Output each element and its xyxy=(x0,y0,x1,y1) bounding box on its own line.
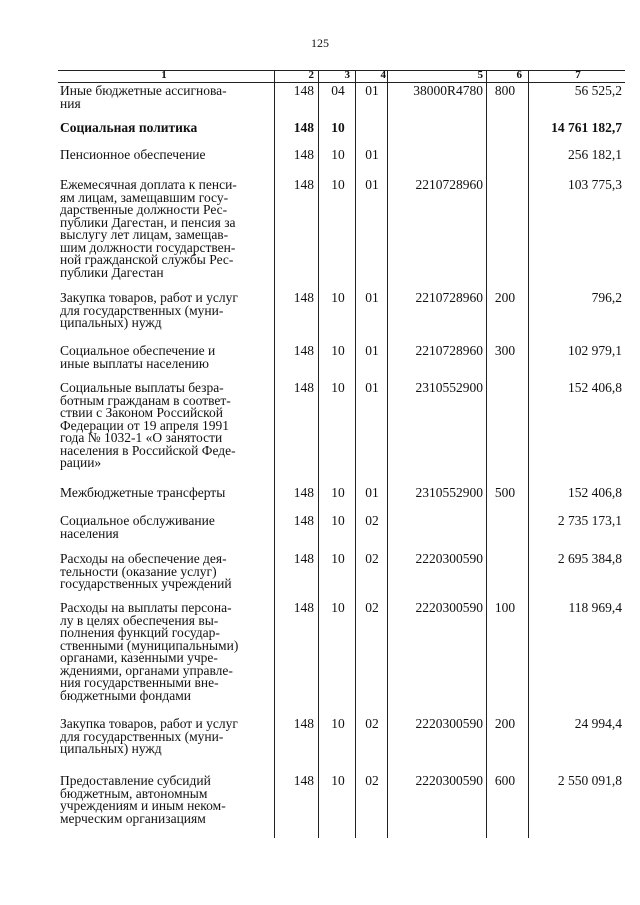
row-12-c5: 2220300590 xyxy=(415,716,483,731)
row-4-c4: 01 xyxy=(365,177,379,192)
row-9-c7: 2 735 173,1 xyxy=(557,513,622,528)
row-5-c7: 796,2 xyxy=(591,290,622,305)
header-col-2: 2 xyxy=(308,69,314,81)
row-10-c3: 10 xyxy=(331,551,345,566)
row-8-c7: 152 406,8 xyxy=(568,485,622,500)
page-number: 125 xyxy=(311,36,329,50)
row-13-c5: 2220300590 xyxy=(415,773,483,788)
row-10-c7: 2 695 384,8 xyxy=(557,551,622,566)
row-12-name: Закупка товаров, работ и услуг для государственных (муни- ципальных) нужд xyxy=(60,716,238,756)
row-12-c2: 148 xyxy=(293,716,314,731)
row-5-c2: 148 xyxy=(293,290,314,305)
row-8-c2: 148 xyxy=(293,485,314,500)
row-8-c3: 10 xyxy=(331,485,345,500)
row-11-c5: 2220300590 xyxy=(415,600,483,615)
row-4-c3: 10 xyxy=(331,177,345,192)
row-11-c7: 118 969,4 xyxy=(568,600,622,615)
row-2-c7: 14 761 182,7 xyxy=(551,120,622,135)
row-8-name: Межбюджетные трансферты xyxy=(60,485,226,500)
row-6-c3: 10 xyxy=(331,343,345,358)
column-divider xyxy=(486,70,487,838)
row-1-name: Иные бюджетные ассигнова- ния xyxy=(60,83,227,111)
row-7-name: Социальные выплаты безра- ботным гражданам в соответ- ствии с Законом Российской Федерации от 19 апреля 1991 года № 1032-1 «О занятости населения в Российской Феде- рации» xyxy=(60,380,236,470)
row-1-c7: 56 525,2 xyxy=(574,83,622,98)
column-divider xyxy=(355,70,356,838)
row-7-c7: 152 406,8 xyxy=(568,380,622,395)
row-12-c4: 02 xyxy=(365,716,379,731)
row-12-c7: 24 994,4 xyxy=(574,716,622,731)
row-1-c5: 38000R4780 xyxy=(413,83,483,98)
row-6-c4: 01 xyxy=(365,343,379,358)
row-1-c4: 01 xyxy=(365,83,379,98)
header-col-5: 5 xyxy=(477,69,483,81)
row-13-c7: 2 550 091,8 xyxy=(557,773,622,788)
row-12-c6: 200 xyxy=(494,716,516,731)
row-11-c2: 148 xyxy=(293,600,314,615)
row-8-c5: 2310552900 xyxy=(415,485,483,500)
row-2-c3: 10 xyxy=(331,120,345,135)
row-1-c3: 04 xyxy=(331,83,345,98)
row-12-c3: 10 xyxy=(331,716,345,731)
row-10-c5: 2220300590 xyxy=(415,551,483,566)
column-divider xyxy=(274,70,275,838)
header-col-7: 7 xyxy=(575,69,581,81)
row-7-c5: 2310552900 xyxy=(415,380,483,395)
row-9-c4: 02 xyxy=(365,513,379,528)
column-divider xyxy=(318,70,319,838)
row-2-c2: 148 xyxy=(293,120,314,135)
row-4-name: Ежемесячная доплата к пенси- ям лицам, замещавшим госу- дарственные должности Рес- публики Дагестан, и пенсия за выслугу лет лицам, замещав- шим должности государствен- ной гражданской службы Рес- публики Дагестан xyxy=(60,177,237,280)
row-13-c6: 600 xyxy=(494,773,516,788)
row-2-name: Социальная политика xyxy=(60,120,198,135)
row-5-c3: 10 xyxy=(331,290,345,305)
row-1-c2: 148 xyxy=(293,83,314,98)
row-5-c4: 01 xyxy=(365,290,379,305)
row-11-c3: 10 xyxy=(331,600,345,615)
row-10-c2: 148 xyxy=(293,551,314,566)
row-7-c4: 01 xyxy=(365,380,379,395)
header-col-6: 6 xyxy=(516,69,522,81)
column-divider xyxy=(528,70,529,838)
row-6-c6: 300 xyxy=(494,343,516,358)
row-9-c3: 10 xyxy=(331,513,345,528)
row-3-c2: 148 xyxy=(293,147,314,162)
row-1-c6: 800 xyxy=(494,83,516,98)
row-8-c6: 500 xyxy=(494,485,516,500)
row-8-c4: 01 xyxy=(365,485,379,500)
row-11-name: Расходы на выплаты персона- лу в целях обеспечения вы- полнения функций государ- ственными (муниципальными) органами, казенными учре- ждениями, органами управле- ния государственными вне- бюджетными фондами xyxy=(60,600,239,703)
row-5-c6: 200 xyxy=(494,290,516,305)
row-13-c2: 148 xyxy=(293,773,314,788)
row-9-c2: 148 xyxy=(293,513,314,528)
row-6-name: Социальное обеспечение и иные выплаты населению xyxy=(60,343,216,371)
row-5-name: Закупка товаров, работ и услуг для государственных (муни- ципальных) нужд xyxy=(60,290,238,330)
row-4-c2: 148 xyxy=(293,177,314,192)
row-10-name: Расходы на обеспечение дея- тельности (оказание услуг) государственных учреждений xyxy=(60,551,232,591)
row-3-c3: 10 xyxy=(331,147,345,162)
row-3-name: Пенсионное обеспечение xyxy=(60,147,206,162)
row-5-c5: 2210728960 xyxy=(415,290,483,305)
row-10-c4: 02 xyxy=(365,551,379,566)
row-6-c2: 148 xyxy=(293,343,314,358)
header-col-4: 4 xyxy=(380,69,386,81)
row-11-c6: 100 xyxy=(494,600,516,615)
row-9-name: Социальное обслуживание населения xyxy=(60,513,215,541)
row-11-c4: 02 xyxy=(365,600,379,615)
row-7-c3: 10 xyxy=(331,380,345,395)
row-4-c5: 2210728960 xyxy=(415,177,483,192)
row-13-name: Предоставление субсидий бюджетным, автономным учреждениям и иным неком- мерческим организациям xyxy=(60,773,226,826)
budget-table xyxy=(58,66,625,838)
row-3-c4: 01 xyxy=(365,147,379,162)
row-6-c7: 102 979,1 xyxy=(568,343,622,358)
row-4-c7: 103 775,3 xyxy=(568,177,622,192)
header-col-3: 3 xyxy=(344,69,350,81)
header-col-1: 1 xyxy=(161,69,167,81)
row-13-c4: 02 xyxy=(365,773,379,788)
row-6-c5: 2210728960 xyxy=(415,343,483,358)
row-7-c2: 148 xyxy=(293,380,314,395)
row-13-c3: 10 xyxy=(331,773,345,788)
row-3-c7: 256 182,1 xyxy=(568,147,622,162)
